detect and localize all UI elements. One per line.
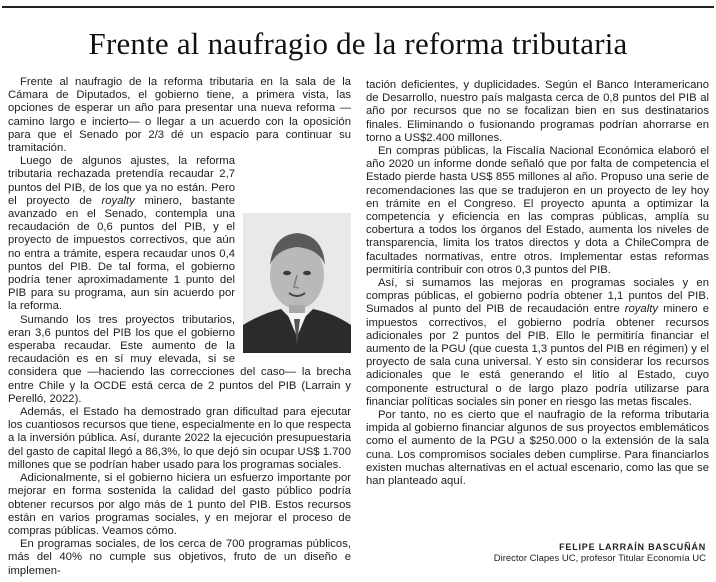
paragraph: Frente al naufragio de la reforma tributaria en la sala de la Cámara de Diputados, el gobierno tiene, a primera vista, las opciones de esperar un año para presentar una nueva reforma —camino largo e incierto— o llegar a un acuerdo con la oposición para que el Senado por 2/3 dé un espacio para continuar su tramitación. (8, 76, 351, 155)
portrait-icon (243, 213, 351, 353)
author-portrait (243, 213, 351, 353)
article-title: Frente al naufragio de la reforma tributaria (88, 26, 628, 61)
paragraph: En programas sociales, de los cerca de 700 programas públicos, más del 40% no cumple sus objetivos, fruto de un diseño e implemen- (8, 538, 351, 577)
paragraph: Luego de algunos ajustes, la reforma tributaria rechazada pretendía recaudar 2,7 puntos del PIB, de los que ya no están. Pero el proyecto de royalty minero, bastante avanzado en el Senado, contempla una recaudación de 0,6 puntos del PIB, y el proyecto de impuestos correctivos, que aún no entra a trámite, espera recaudar unos 0,4 puntos del PIB. De tal forma, el gobierno podría tener aproximadamente 1 punto del PIB para su programa, aun sin acuerdo por la reforma. (8, 155, 235, 313)
top-rule (2, 6, 714, 8)
paragraph: En compras públicas, la Fiscalía Nacional Económica elaboró el año 2020 un informe donde señaló que por falta de competencia el Estado pierde hasta US$ 855 millones al año. Propuso una serie de recomendaciones las que se tradujeron en un proyecto de ley hoy en trámite en el Congreso. El proyecto apunta a optimizar la competencia y eficiencia en las compras públicas, amplía su cobertura a todos los órganos del Estado, aumenta los niveles de transparencia, limita los tratos directos y dota a ChileCompra de facultades normativas, entre otros. Implementar estas reformas permitiría contribuir con otros 0,3 puntos del PIB. (366, 145, 709, 276)
right-column (366, 79, 709, 488)
paragraph: Así, si sumamos las mejoras en programas sociales y en compras públicas, el gobierno podría obtener 1,1 puntos del PIB. Sumados al punto del PIB de recaudación entre royalty minero e impuestos correctivos, el gobierno podría obtener recursos adicionales por 2 puntos del PIB. Ello le permitiría financiar el aumento de la PGU (que cuesta 1,3 puntos del PIB en régimen) y el proyecto de sala cuna universal. Y esto sin considerar los recursos adicionales que le está generando el litio al Estado, cuyo componente estructural o de largo plazo podría utilizarse para financiar políticas sociales sin poner en riesgo las metas fiscales. (366, 277, 710, 408)
author-role: Director Clapes UC, profesor Titular Economía UC (493, 553, 706, 564)
author-name: FELIPE LARRAÍN BASCUÑÁN (559, 542, 706, 552)
paragraph: Además, el Estado ha demostrado gran dificultad para ejecutar los cuantiosos recursos que tiene, especialmente en lo que respecta a la inversión pública. Así, durante 2022 la ejecución presupuestaria del gasto de capital llegó a 86,3%, lo que dejó sin ocupar US$ 1.700 millones que se podrían haber usado para los programas sociales. (8, 406, 351, 471)
left-column (8, 76, 351, 578)
paragraph: Por tanto, no es cierto que el naufragio de la reforma tributaria impida al gobierno financiar algunos de sus proyectos emblemáticos como el aumento de la PGU a $250.000 o la extensión de la sala cuna. Los compromisos sociales deben cumplirse. Para financiarlos existen muchas alternativas en el actual escenario, como las que se han planteado aquí. (366, 409, 709, 488)
paragraph: Sumando los tres proyectos tributarios, eran 3,6 puntos del PIB los que el gobierno esperaba recaudar. Este aumento de la recaudación es en sí muy elevada, si se considera que —haciendo las correcciones del caso— la brecha entre Chile y la OCDE está cerca de 2 puntos del PIB (Larrain y Perelló, 2022). (8, 313, 351, 405)
paragraph: tación deficientes, y duplicidades. Según el Banco Interamericano de Desarrollo, nuestro país malgasta cerca de 0,8 puntos del PIB al año por recursos que no se focalizan bien en sus destinatarios finales. Eliminando o fusionando programas podrían ahorrarse en torno a US$2.400 millones. (366, 79, 709, 144)
paragraph: Adicionalmente, si el gobierno hiciera un esfuerzo importante por mejorar en forma sostenida la calidad del gasto público podría obtener recursos por algo más de 1 punto del PIB. Estos recursos están en varios programas sociales, y en mejorar el proceso de compras públicas. Veamos cómo. (8, 472, 351, 537)
byline (494, 541, 706, 565)
